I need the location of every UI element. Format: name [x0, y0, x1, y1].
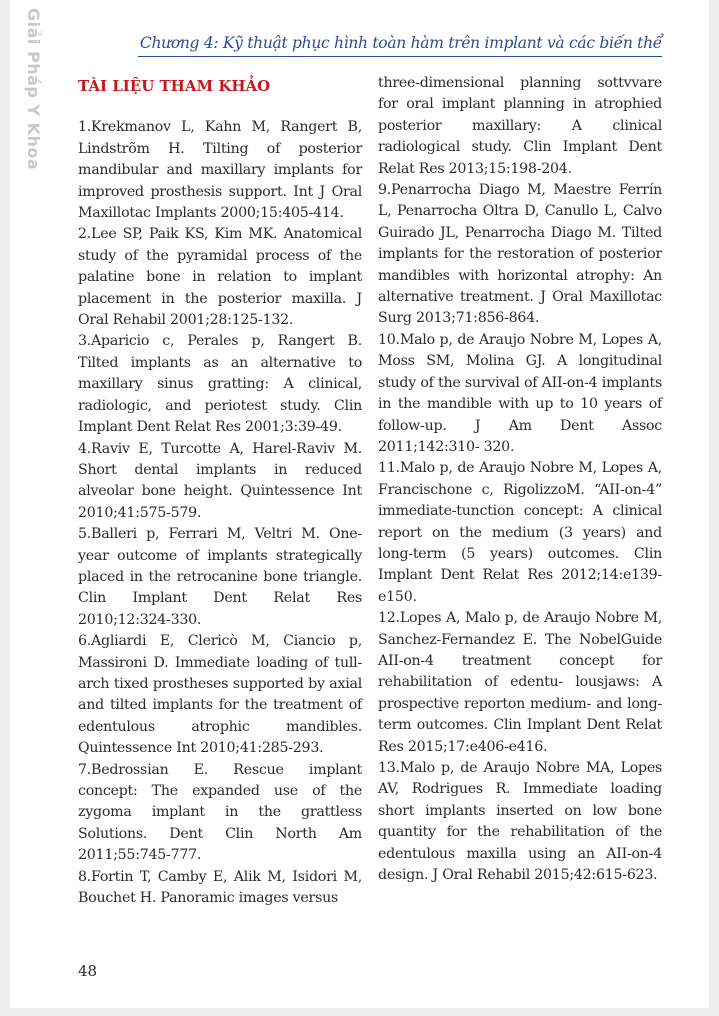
- section-title: TÀI LIỆU THAM KHẢO: [78, 77, 271, 95]
- reference-item: 6.Agliardi E, Clericò M, Ciancio p, Massironi D. Immediate loading of tull-arch tixed prostheses supported by axial and tilted implants for the treatment of edentulous atrophic mandibles. Quintessence Int 2010;41:285-293.: [78, 633, 362, 757]
- reference-item: three-dimensional planning sottvvare for oral implant planning in atrophied posterior maxillary: A clinical radiological study. Clin Implant Dent Relat Res 2013;15:198-204.: [378, 75, 662, 177]
- reference-item: 12.Lopes A, Malo p, de Araujo Nobre M, Sanchez-Fernandez E. The NobelGuide AII-on-4 treatment concept for rehabilitation of edentu- lousjaws: A prospective reporton medium- and long-term outcomes. Clin Implant Dent Relat Res 2015;17:e406-e416.: [378, 610, 662, 755]
- reference-item: 4.Raviv E, Turcotte A, Harel-Raviv M. Short dental implants in reduced alveolar bone height. Quintessence Int 2010;41:575-579.: [78, 440, 362, 521]
- left-column: [78, 73, 362, 909]
- side-brand-watermark: Giải Pháp Y Khoa: [24, 8, 43, 171]
- page-number: 48: [78, 962, 98, 980]
- right-column: [378, 73, 662, 886]
- header-divider: [138, 56, 662, 57]
- reference-item: 8.Fortin T, Camby E, Alik M, Isidori M, Bouchet H. Panoramic images versus: [78, 868, 362, 907]
- reference-item: 9.Penarrocha Diago M, Maestre Ferrín L, Penarrocha Oltra D, Canullo L, Calvo Guirado JL, Penarrocha Diago M. Tilted implants for the restoration of posterior mandibles with horizontal atrophy: An alternative treatment. J Oral Maxillotac Surg 2013;71:856-864.: [378, 182, 662, 327]
- reference-item: 1.Krekmanov L, Kahn M, Rangert B, Lindstrõm H. Tilting of posterior mandibular and maxillary implants for improved prosthesis support. Int J Oral Maxillotac Implants 2000;15:405-414.: [78, 119, 362, 222]
- document-page: [10, 0, 709, 1008]
- reference-item: 10.Malo p, de Araujo Nobre M, Lopes A, Moss SM, Molina GJ. A longitudinal study of the survival of AII-on-4 implants in the mandible with up to 10 years of follow-up. J Am Dent Assoc 2011;142:310- 320.: [378, 331, 662, 455]
- reference-item: 11.Malo p, de Araujo Nobre M, Lopes A, Francischone c, RigolizzoM. “AII-on-4” immediate-tunction concept: A clinical report on the medium (3 years) and long-term (5 years) outcomes. Clin Implant Dent Relat Res 2012;14:e139-e150.: [378, 460, 662, 605]
- reference-item: 13.Malo p, de Araujo Nobre MA, Lopes AV, Rodrigues R. Immediate loading short implants inserted on low bone quantity for the rehabilitation of the edentulous maxilla using an AII-on-4 design. J Oral Rehabil 2015;42:615-623.: [378, 760, 662, 884]
- reference-item: 2.Lee SP, Paik KS, Kim MK. Anatomical study of the pyramidal process of the palatine bone in relation to implant placement in the posterior maxilla. J Oral Rehabil 2001;28:125-132.: [78, 226, 362, 329]
- reference-item: 7.Bedrossian E. Rescue implant concept: The expanded use of the zygoma implant in the grattless Solutions. Dent Clin North Am 2011;55:745-777.: [78, 761, 362, 864]
- reference-item: 5.Balleri p, Ferrari M, Veltri M. One-year outcome of implants strategically placed in the retrocanine bone triangle. Clin Implant Dent Relat Res 2010;12:324-330.: [78, 526, 362, 628]
- chapter-header: Chương 4: Kỹ thuật phục hình toàn hàm trên implant và các biến thể: [139, 34, 662, 52]
- reference-item: 3.Aparicio c, Perales p, Rangert B. Tilted implants as an alternative to maxillary sinus gratting: A clinical, radiologic, and periotest study. Clin Implant Dent Relat Res 2001;3:39-49.: [78, 333, 362, 436]
